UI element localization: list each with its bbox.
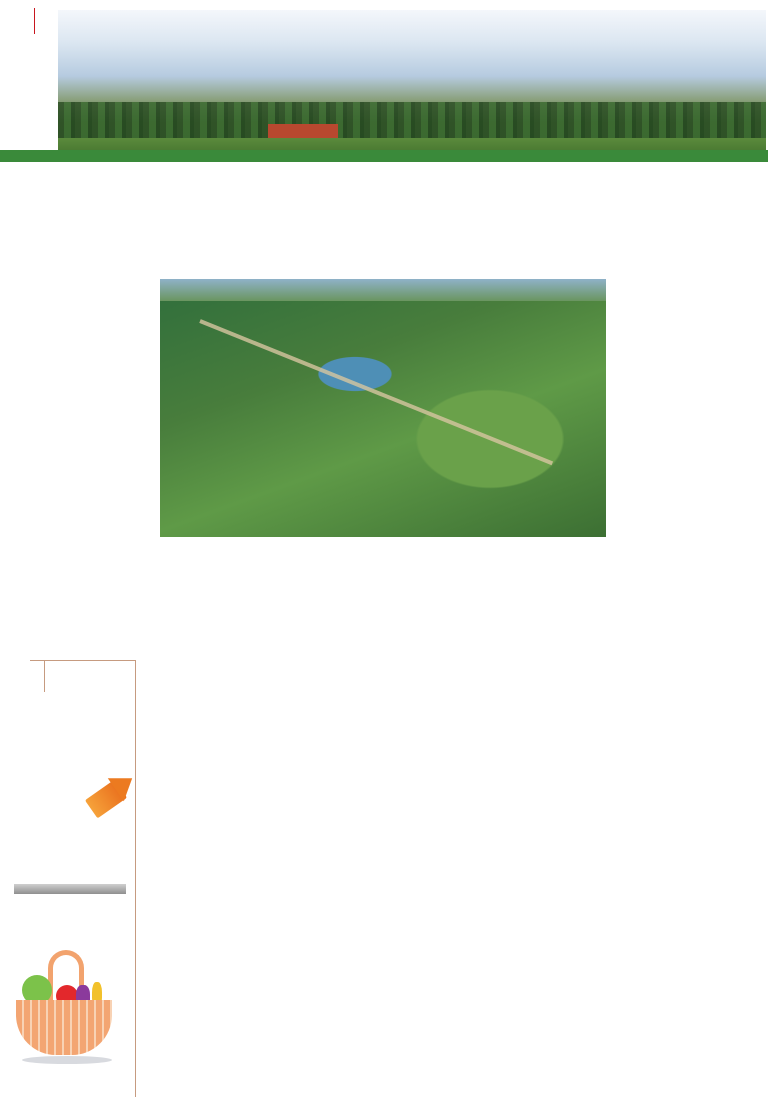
section-2-column	[302, 562, 436, 570]
banner-divider	[0, 150, 768, 162]
sidebar-divider	[14, 884, 126, 894]
sidebar-frame-notch	[44, 660, 45, 692]
sidebar-stats	[26, 742, 136, 746]
masthead	[0, 0, 768, 165]
section-1-column	[162, 562, 296, 570]
banner-image	[58, 10, 766, 160]
basket-shadow	[22, 1056, 112, 1064]
masthead-divider	[34, 8, 35, 34]
orchard-aerial-photo	[160, 279, 606, 537]
